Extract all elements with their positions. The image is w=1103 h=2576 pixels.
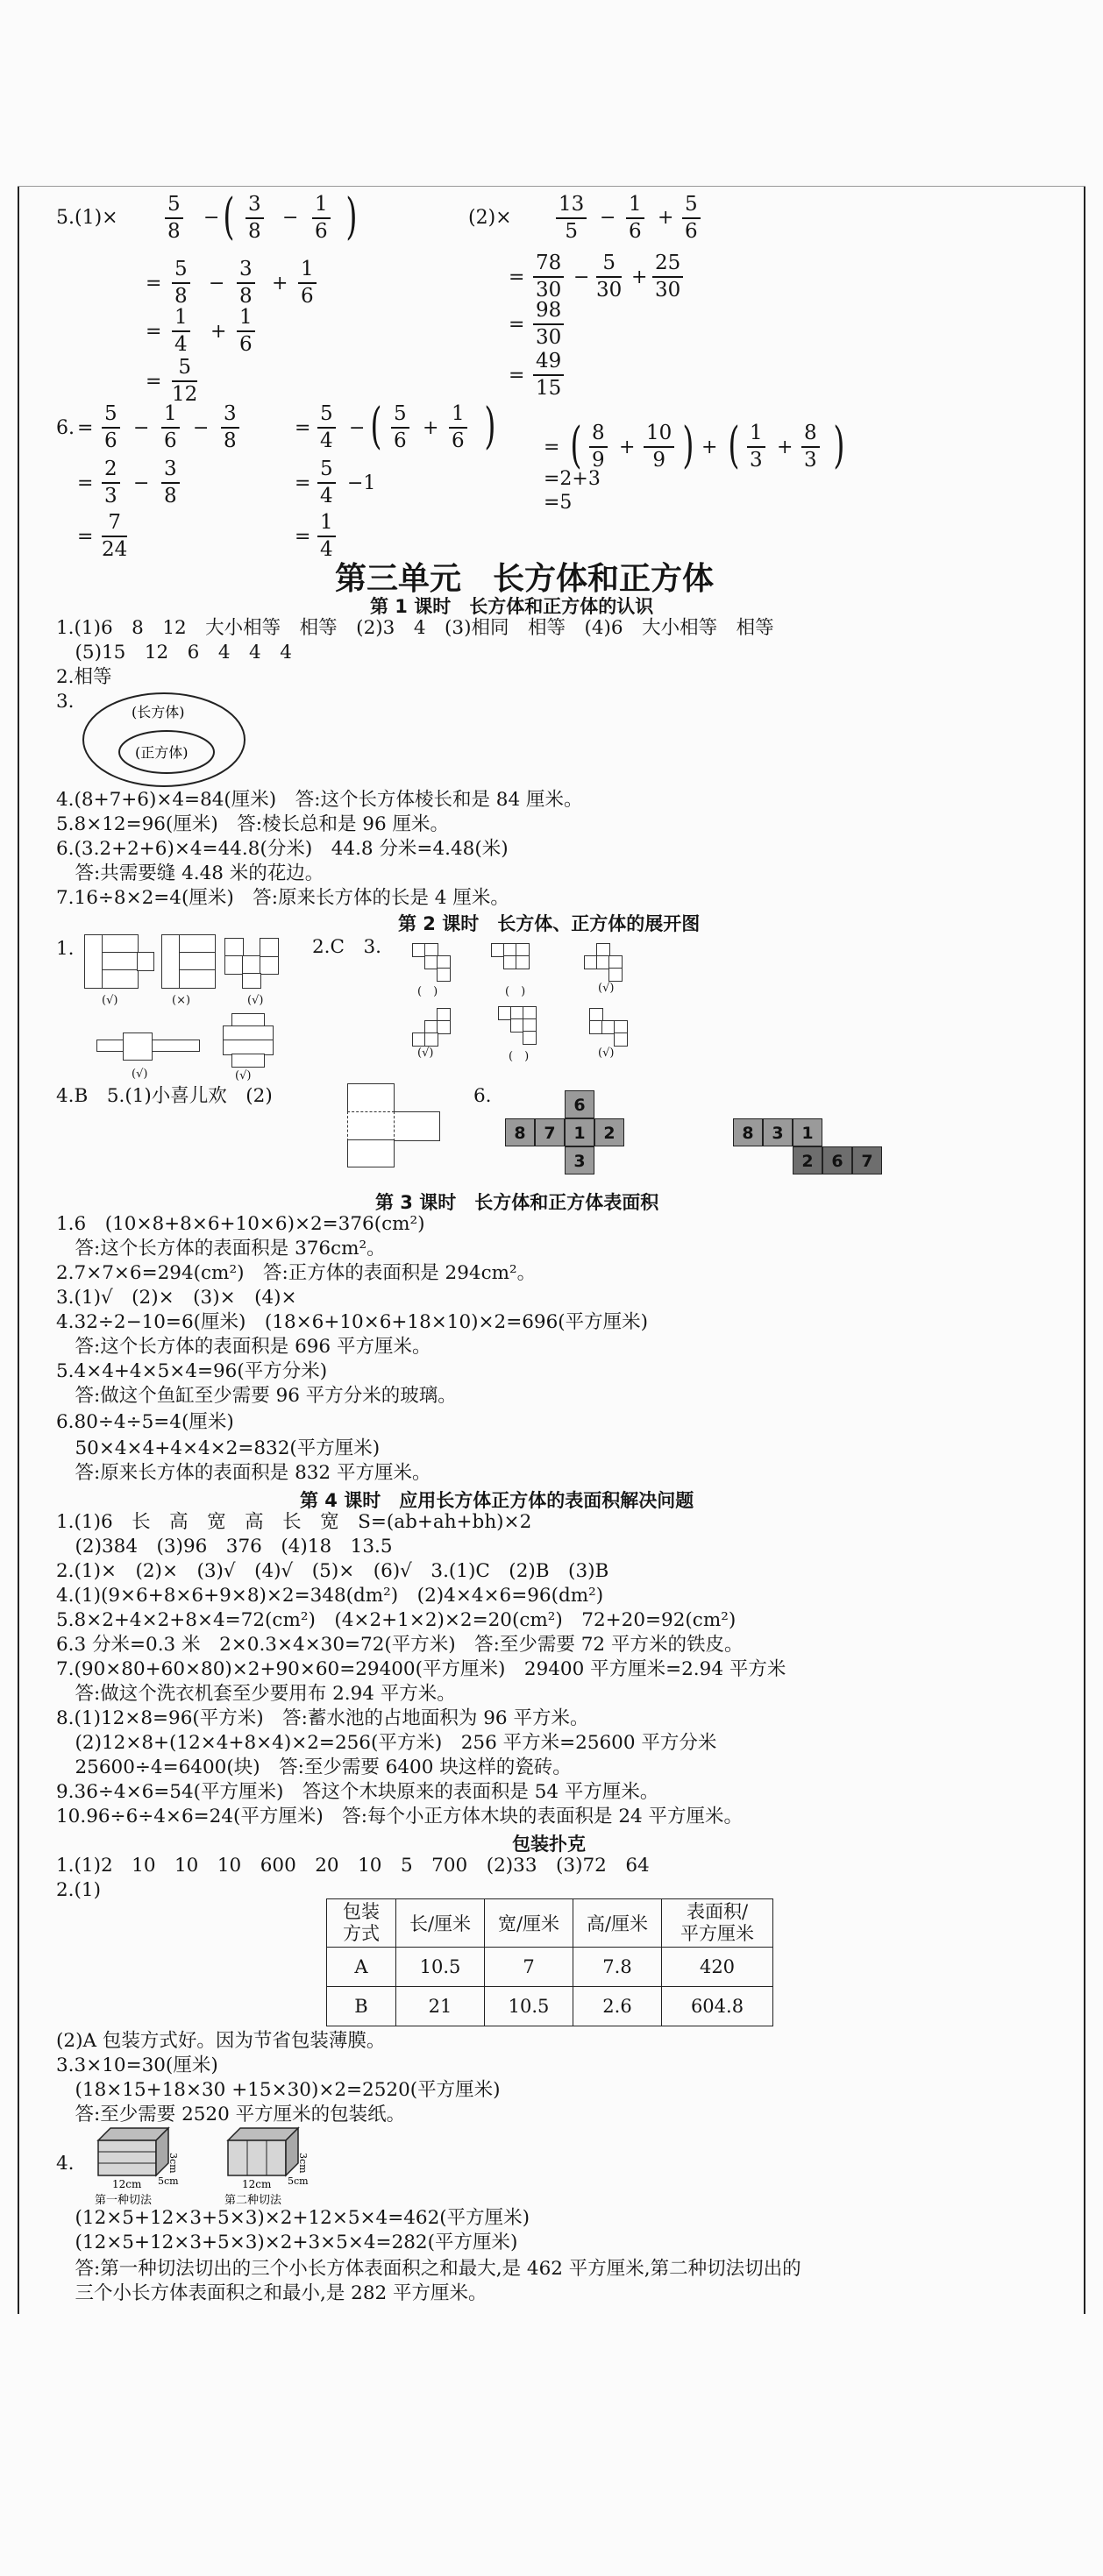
table-header-row — [327, 1899, 773, 1948]
answer-mark: ( ) — [505, 985, 526, 998]
fraction: $\frac{1}{6}$ — [449, 404, 467, 451]
answer-line: 5.8×2+4×2+8×4=72(cm²) (4×2+1×2)×2=20(cm²) 72+20=92(cm²) — [56, 1609, 737, 1631]
fraction: $\frac{5}{4}$ — [317, 404, 336, 451]
operator: − — [282, 207, 299, 229]
answer-line: 4.(1)(9×6+8×6+9×8)×2=348(dm²) (2)4×4×6=96(dm²) — [56, 1585, 604, 1607]
left-paren: ( — [728, 417, 740, 474]
operator: + — [619, 436, 636, 458]
expression-line: =5 — [544, 492, 573, 514]
q4-q5-label: 4.B 5.(1)小喜儿欢 (2) — [56, 1085, 273, 1107]
fraction: $\frac{5}{6}$ — [102, 404, 120, 451]
q6-label: 6. — [56, 417, 75, 439]
answer-line: (2)384 (3)96 376 (4)18 13.5 — [56, 1536, 393, 1558]
grid-cell: 2 — [793, 1146, 822, 1174]
fraction: $\frac{3}{8}$ — [246, 195, 264, 242]
fraction: $\frac{5}{8}$ — [172, 259, 190, 307]
expression-tail: −1 — [347, 472, 376, 494]
width-label: 5cm — [288, 2175, 309, 2187]
table-cell: 7 — [485, 1948, 573, 1987]
grid-cell: 1 — [793, 1118, 822, 1146]
fraction: $\frac{2}{3}$ — [102, 459, 120, 507]
grid-cell: 7 — [852, 1146, 882, 1174]
operator: − — [600, 207, 616, 229]
box-caption: 第一种切法 — [95, 2194, 153, 2207]
venn-diagram — [81, 691, 247, 789]
answer-line: 三个小长方体表面积之和最小,是 282 平方厘米。 — [56, 2282, 487, 2304]
left-paren: ( — [570, 417, 582, 474]
fraction: $\frac{1}{6}$ — [298, 259, 317, 307]
equals: = — [295, 472, 311, 494]
length-label: 12cm — [112, 2178, 142, 2190]
table-cell: A — [327, 1948, 396, 1987]
q5-part2-label: (2)× — [468, 207, 512, 229]
operator: − — [133, 472, 150, 494]
answer-line: 7.16÷8×2=4(厘米) 答:原来长方体的长是 4 厘米。 — [56, 887, 509, 909]
operator: − — [193, 417, 210, 439]
answer-line: 4.32÷2−10=6(厘米) (18×6+10×6+18×10)×2=696(平方厘米) — [56, 1311, 649, 1333]
answer-line: 答:共需要缝 4.48 米的花边。 — [56, 862, 324, 884]
answer-line: 5.4×4+4×5×4=96(平方分米) — [56, 1360, 328, 1382]
answer-mark: (√) — [598, 1047, 615, 1060]
table-cell: B — [327, 1987, 396, 2026]
operator: − — [349, 417, 366, 439]
table-cell: 420 — [662, 1948, 773, 1987]
answer-line: 3.(1)√ (2)× (3)× (4)× — [56, 1287, 297, 1309]
lesson2-title: 第 2 课时 长方体、正方体的展开图 — [398, 913, 701, 934]
answer-mark: (√) — [247, 994, 264, 1007]
answer-mark: (√) — [102, 994, 118, 1007]
q2-q3-label: 2.C 3. — [312, 936, 381, 958]
table-cell: 10.5 — [396, 1948, 485, 1987]
box-cut-1 — [93, 2121, 181, 2207]
answer-mark: (√) — [417, 1047, 434, 1060]
answer-line: (2)A 包装方式好。因为节省包装薄膜。 — [56, 2030, 386, 2052]
length-label: 12cm — [242, 2178, 272, 2190]
answer-line: 2.相等 — [56, 666, 112, 688]
answer-line: 1.6 (10×8+8×6+10×6)×2=376(cm²) — [56, 1213, 425, 1235]
venn-outer-label: (长方体) — [132, 704, 185, 720]
fraction: $\frac{1}{6}$ — [161, 404, 180, 451]
right-border-line — [1084, 186, 1085, 2314]
answer-line: 5.8×12=96(厘米) 答:棱长总和是 96 厘米。 — [56, 813, 449, 835]
answer-mark: ( ) — [417, 985, 438, 998]
fraction: $\frac{5}{30}$ — [596, 252, 623, 302]
operator: − — [209, 273, 225, 295]
lesson1-title: 第 1 课时 长方体和正方体的认识 — [370, 596, 654, 617]
box-caption: 第二种切法 — [224, 2194, 282, 2207]
equals: = — [509, 266, 525, 288]
answer-line: 6.(3.2+2+6)×4=44.8(分米) 44.8 分米=4.48(米) — [56, 838, 509, 860]
table-cell: 2.6 — [573, 1987, 662, 2026]
operator: + — [777, 436, 793, 458]
answer-line: (12×5+12×3+5×3)×2+12×5×4=462(平方厘米) — [56, 2207, 530, 2229]
left-border-line — [18, 186, 19, 2314]
header-cell: 高/厘米 — [573, 1899, 662, 1948]
operator: + — [423, 417, 439, 439]
fraction: $\frac{1}{6}$ — [312, 195, 331, 242]
fraction: $\frac{98}{30}$ — [533, 301, 564, 348]
operator: + — [272, 273, 288, 295]
answer-line: 答:这个长方体的表面积是 696 平方厘米。 — [56, 1336, 431, 1358]
answer-line: 1.(1)6 长 高 宽 高 长 宽 S=(ab+ah+bh)×2 — [56, 1511, 532, 1533]
answer-line: 3. — [56, 691, 75, 713]
grid-cell: 8 — [505, 1118, 535, 1146]
grid-cell: 8 — [733, 1118, 763, 1146]
grid-cell: 3 — [565, 1146, 594, 1174]
fraction: $\frac{7}{24}$ — [102, 511, 128, 561]
answer-line: 8.(1)12×8=96(平方米) 答:蓄水池的占地面积为 96 平方米。 — [56, 1707, 589, 1729]
lesson4-title: 第 4 课时 应用长方体正方体的表面积解决问题 — [300, 1490, 694, 1511]
grid-cell: 6 — [822, 1146, 852, 1174]
answer-line: 6.80÷4÷5=4(厘米) — [56, 1411, 234, 1433]
q1-label: 1. — [56, 938, 75, 960]
fraction: $\frac{5}{6}$ — [391, 404, 409, 451]
equals: = — [146, 371, 162, 393]
packing-title: 包装扑克 — [512, 1834, 586, 1855]
fraction: $\frac{5}{4}$ — [317, 459, 336, 507]
q5-label: 5.(1)× — [56, 207, 118, 229]
unit-title: 第三单元 长方体和正方体 — [335, 561, 715, 597]
packing-table — [326, 1898, 773, 2026]
header-cell: 长/厘米 — [396, 1899, 485, 1948]
right-paren: ) — [345, 188, 358, 245]
fraction: $\frac{5}{8}$ — [165, 195, 183, 242]
fraction: $\frac{5}{12}$ — [172, 356, 198, 406]
box-cut-2 — [223, 2121, 310, 2207]
answer-line: 50×4×4+4×4×2=832(平方厘米) — [56, 1437, 381, 1459]
table-cell: 604.8 — [662, 1987, 773, 2026]
grid-cell: 1 — [565, 1118, 594, 1146]
answer-line: 1.(1)6 8 12 大小相等 相等 (2)3 4 (3)相同 相等 (4)6 大小相等 相等 — [56, 617, 774, 639]
answer-line: 4. — [56, 2153, 75, 2175]
answer-line: 7.(90×80+60×80)×2+90×60=29400(平方厘米) 29400 平方厘米=2.94 平方米 — [56, 1658, 786, 1680]
answer-line: 6.3 分米=0.3 米 2×0.3×4×30=72(平方米) 答:至少需要 72 平方米的铁皮。 — [56, 1634, 744, 1656]
fraction: $\frac{1}{3}$ — [747, 423, 765, 471]
equals: = — [295, 526, 311, 548]
answer-line: 答:这个长方体的表面积是 376cm²。 — [56, 1238, 386, 1260]
fraction: $\frac{25}{30}$ — [652, 253, 683, 301]
left-paren: ( — [223, 188, 235, 245]
fraction: $\frac{1}{4}$ — [317, 513, 336, 560]
right-paren: ) — [682, 417, 694, 474]
answer-line: 1.(1)2 10 10 10 600 20 10 5 700 (2)33 (3)72 64 — [56, 1855, 650, 1877]
answer-line: 2.(1) — [56, 1879, 101, 1901]
answer-line: 答:第一种切法切出的三个小长方体表面积之和最大,是 462 平方厘米,第二种切法切出的 — [56, 2258, 801, 2280]
lesson3-title: 第 3 课时 长方体和正方体表面积 — [375, 1192, 659, 1213]
fraction: $\frac{8}{3}$ — [801, 423, 820, 471]
answer-line: (5)15 12 6 4 4 4 — [56, 642, 292, 664]
top-border-line — [18, 186, 1085, 187]
answer-line: 4.(8+7+6)×4=84(厘米) 答:这个长方体棱长和是 84 厘米。 — [56, 789, 583, 811]
table-row — [327, 1987, 773, 2026]
left-paren: ( — [370, 398, 382, 455]
answer-line: 答:原来长方体的表面积是 832 平方厘米。 — [56, 1462, 431, 1484]
fraction: $\frac{78}{30}$ — [533, 253, 564, 301]
fraction: $\frac{49}{15}$ — [533, 351, 564, 399]
operator: + — [701, 436, 718, 458]
answer-line: 答:至少需要 2520 平方厘米的包装纸。 — [56, 2104, 406, 2125]
answer-mark: (√) — [598, 982, 615, 995]
answer-mark: (√) — [235, 1069, 252, 1082]
fraction: $\frac{1}{4}$ — [172, 308, 190, 355]
equals: = — [509, 314, 525, 336]
equals: = — [509, 365, 525, 387]
operator: + — [658, 207, 674, 229]
right-paren: ) — [484, 398, 496, 455]
fraction: $\frac{8}{9}$ — [589, 423, 608, 471]
grid-cell: 7 — [535, 1118, 565, 1146]
right-paren: ) — [833, 417, 845, 474]
equals: = — [146, 273, 162, 295]
answer-line: 10.96÷6÷4×6=24(平方厘米) 答:每个小正方体木块的表面积是 24 平方厘米。 — [56, 1806, 744, 1827]
header-cell: 宽/厘米 — [485, 1899, 573, 1948]
expression-line: =2+3 — [544, 468, 601, 490]
grid-cell: 3 — [763, 1118, 793, 1146]
table-cell: 7.8 — [573, 1948, 662, 1987]
operator: − — [203, 207, 220, 229]
fraction: $\frac{1}{6}$ — [237, 308, 255, 355]
operator: + — [631, 266, 648, 288]
table-cell: 21 — [396, 1987, 485, 2026]
fraction: $\frac{1}{6}$ — [626, 195, 644, 242]
header-cell: 包装 方式 — [327, 1899, 396, 1948]
answer-line: 3.3×10=30(厘米) — [56, 2054, 218, 2076]
answer-line: 25600÷4=6400(块) 答:至少需要 6400 块这样的瓷砖。 — [56, 1756, 572, 1778]
table-row — [327, 1948, 773, 1987]
answer-mark: ( ) — [509, 1050, 530, 1063]
answer-line: 2.(1)× (2)× (3)√ (4)√ (5)× (6)√ 3.(1)C (2)B (3)B — [56, 1560, 609, 1582]
answer-line: (12×5+12×3+5×3)×2+3×5×4=282(平方厘米) — [56, 2232, 518, 2253]
fraction: $\frac{10}{9}$ — [644, 423, 674, 471]
fraction: $\frac{5}{6}$ — [682, 195, 701, 242]
answer-line: (2)12×8+(12×4+8×4)×2=256(平方米) 256 平方米=25600 平方分米 — [56, 1732, 717, 1754]
answer-line: 2.7×7×6=294(cm²) 答:正方体的表面积是 294cm²。 — [56, 1262, 537, 1284]
equals: = — [77, 472, 94, 494]
equals: = — [295, 417, 311, 439]
height-label: 3cm — [167, 2153, 179, 2174]
fraction: $\frac{3}{8}$ — [221, 404, 239, 451]
equals: = — [77, 526, 94, 548]
q6-label: 6. — [473, 1085, 492, 1107]
answer-line: (18×15+18×30 +15×30)×2=2520(平方厘米) — [56, 2079, 501, 2101]
operator: − — [573, 266, 590, 288]
answer-line: 9.36÷4×6=54(平方厘米) 答这个木块原来的表面积是 54 平方厘米。 — [56, 1781, 659, 1803]
grid-cell: 6 — [565, 1090, 594, 1118]
grid-cell: 2 — [594, 1118, 624, 1146]
height-label: 3cm — [297, 2153, 309, 2174]
answer-line: 答:做这个洗衣机套至少要用布 2.94 平方米。 — [56, 1683, 456, 1705]
equals: = — [544, 436, 560, 458]
fraction: $\frac{3}{8}$ — [237, 259, 255, 307]
operator: + — [210, 321, 227, 343]
header-cell: 表面积/ 平方厘米 — [662, 1899, 773, 1948]
width-label: 5cm — [158, 2175, 179, 2187]
venn-inner-label: (正方体) — [135, 744, 189, 761]
operator: − — [133, 417, 150, 439]
table-cell: 10.5 — [485, 1987, 573, 2026]
equals: = — [146, 321, 162, 343]
answer-mark: (√) — [132, 1068, 148, 1081]
answer-line: 答:做这个鱼缸至少需要 96 平方分米的玻璃。 — [56, 1385, 457, 1407]
equals: = — [77, 417, 94, 439]
fraction: $\frac{3}{8}$ — [161, 459, 180, 507]
answer-mark: (×) — [172, 994, 191, 1007]
fraction: $\frac{13}{5}$ — [556, 195, 587, 242]
